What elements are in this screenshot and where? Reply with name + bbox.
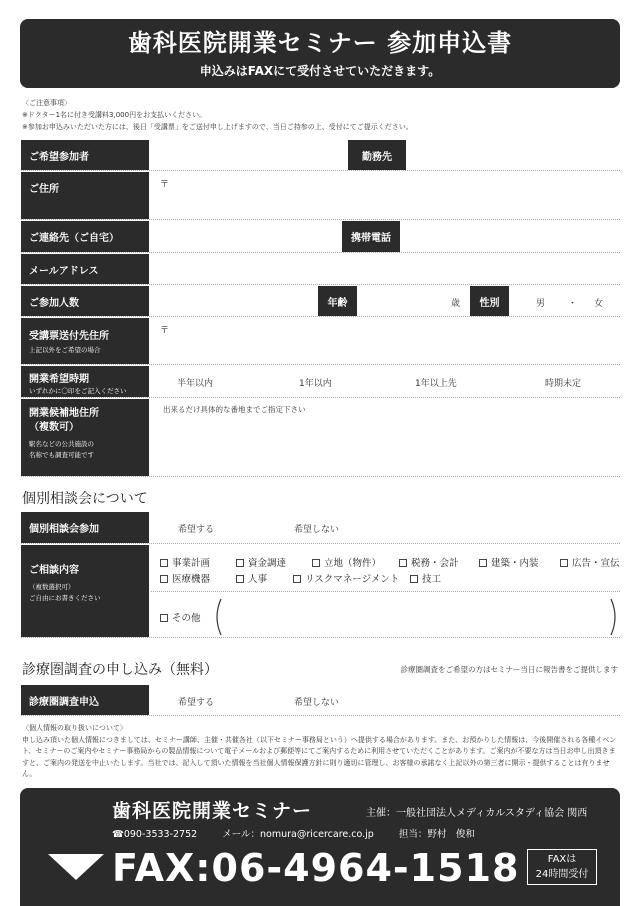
other-field-brackets[interactable] [213,597,619,637]
checkbox[interactable] [560,559,568,567]
consult-option-tax[interactable]: 税務・会計 [399,555,459,569]
row-location [21,399,620,477]
consult-content-note2: ご自由にお書きください [29,594,101,602]
footer-phone: ☎090-3533-2752 [112,829,198,840]
attendees-field[interactable] [155,290,315,312]
location-note-line2: 名称でも調査可能です [29,451,94,459]
age-unit: 歳 [451,299,461,309]
workplace-field[interactable] [411,144,616,166]
checkbox[interactable] [312,559,320,567]
location-label-line1: 開業候補地住所 [29,408,99,419]
page-title: 歯科医院開業セミナー 参加申込書 [127,29,513,57]
consult-content-label: ご相談内容 [29,565,79,576]
consult-option-risk[interactable]: リスクマネージメント [293,571,399,585]
footer-fax-number: FAX:06-4964-1518 [112,846,520,890]
row-timing [21,366,620,398]
ticket-address-label-cell [21,318,149,364]
header-banner [20,19,620,88]
consult-option-construction[interactable]: 建築・内装 [479,555,539,569]
row-attendees [21,286,620,317]
consult-option-advertising[interactable]: 広告・宣伝 [560,555,620,569]
home-phone-field[interactable] [155,225,340,247]
checkbox[interactable] [293,575,301,583]
row-ticket-address [21,318,620,365]
timing-label-cell [21,366,149,397]
timing-note: いずれかに〇印をご記入ください [29,387,127,395]
row-survey [21,685,620,716]
row-contact [21,221,620,253]
row-consult-join [21,512,620,544]
checkbox[interactable] [236,575,244,583]
timing-option[interactable]: 1年以内 [299,379,332,389]
privacy-heading: 〈個人情報の取り扱いについて〉 [22,724,127,732]
email-label: メールアドレス [21,254,149,284]
age-label: 年齢 [318,286,357,316]
timing-label: 開業希望時期 [29,374,89,385]
consult-option-equipment[interactable]: 医療機器 [160,571,210,585]
ticket-address-label: 受講票送付先住所 [29,331,109,342]
consult-join-yes[interactable]: 希望する [178,525,215,535]
location-label-line2: （複数可） [29,422,79,433]
address-field[interactable] [171,175,611,215]
workplace-label: 勤務先 [348,140,406,170]
consult-content-label-cell [21,545,149,637]
note-fee: ※ドクター1名に付き受講料3,000円をお支払いください。 [22,111,207,119]
footer-banner [20,788,620,906]
gender-label: 性別 [470,286,509,316]
footer-host: 主催：一般社団法人メディカルスタディ協会 関西 [366,808,588,819]
fax-badge-line1: FAXは [547,854,577,865]
privacy-notice [22,723,620,781]
mobile-field[interactable] [405,225,615,247]
name-field[interactable] [155,144,345,166]
timing-option[interactable]: 半年以内 [177,379,214,389]
checkbox[interactable] [410,575,418,583]
location-note-line1: 駅名などの公共施設の [29,440,94,448]
ticket-address-field[interactable] [171,321,611,361]
note-ticket: ※参加お申込みいただいた方には、後日「受講票」をご送付申し上げますので、当日ご持参の上、受付にてご提示ください。 [22,123,413,131]
checkbox[interactable] [399,559,407,567]
right-bracket [611,599,615,635]
consult-option-business-plan[interactable]: 事業計画 [160,555,210,569]
notes [22,97,413,133]
name-label: ご希望参加者 [21,140,149,170]
timing-option[interactable]: 時期未定 [545,379,582,389]
consult-option-financing[interactable]: 資金調達 [236,555,286,569]
row-consult-content [21,545,620,638]
address-label: ご住所 [21,172,149,219]
mobile-label: 携帯電話 [342,221,400,252]
footer-org: 歯科医院開業セミナー [112,800,313,822]
gender-female[interactable]: 女 [594,299,604,309]
attendees-label: ご参加人数 [21,286,149,316]
row-email [21,254,620,285]
location-hint: 出来るだけ具体的な番地までご指定下さい [163,405,306,414]
row-name [21,140,620,171]
footer-email[interactable]: メール：nomura@ricercare.co.jp [222,829,374,840]
survey-section-note: 診療圏調査をご希望の方はセミナー当日に報告書をご提供します [400,665,618,674]
consult-option-location[interactable]: 立地（物件） [312,555,381,569]
consult-option-other[interactable]: その他 [160,610,201,624]
fax-badge-line2: 24時間受付 [535,869,589,880]
consult-option-hr[interactable]: 人事 [236,571,267,585]
checkbox[interactable] [479,559,487,567]
checkbox[interactable] [236,559,244,567]
home-contact-label: ご連絡先（ご自宅） [21,221,149,252]
fax-24h-badge [527,849,597,885]
row-address [21,172,620,220]
checkbox[interactable] [160,575,168,583]
ticket-postal-mark: 〒 [160,326,170,336]
left-bracket [217,599,221,635]
location-field[interactable] [163,417,613,472]
survey-yes[interactable]: 希望する [178,698,215,708]
checkbox[interactable] [160,614,168,622]
consult-join-no[interactable]: 希望しない [294,525,340,535]
checkbox[interactable] [160,559,168,567]
footer-person: 担当：野村 俊和 [398,829,475,840]
notes-heading: 〈ご注意事項〉 [22,99,71,107]
email-field[interactable] [155,258,615,280]
survey-no[interactable]: 希望しない [294,698,340,708]
consult-option-lab[interactable]: 技工 [410,571,441,585]
down-arrow-icon [48,854,104,880]
consult-section-title: 個別相談会について [22,491,148,507]
gender-separator: ・ [568,299,578,309]
survey-section-title: 診療圏調査の申し込み（無料） [22,662,218,678]
page-subtitle: 申込みはFAXにて受付させていただきます。 [199,64,441,78]
footer-contact [112,826,475,840]
privacy-body: 申し込み頂いた個人情報につきましては、セミナー講師、主催・共催各社（以下セミナー事務局という）へ提供する場合があります。また、お預かりした情報は、今後開催される各種イベント、セミナーのご案内やセミナー事務局からの製品情報について電子メールおよび郵便等にてご案内するために利用させていただくことがあります。ご案内が不要な方は当日お申し出頂きますと、ご案内の発送を中止いたします。当社では、記入して頂いた情報を当社個人情報保護方針に則り適切に管理し、お客様の承諾なく上記以外の第三者に開示・提供することは有りません。 [22,735,617,779]
postal-mark: 〒 [160,180,170,190]
survey-label: 診療圏調査申込 [21,685,149,715]
location-label-cell [21,399,149,476]
gender-male[interactable]: 男 [536,299,546,309]
age-field[interactable] [361,290,441,312]
consult-join-label: 個別相談会参加 [21,512,149,543]
consult-divider [151,591,620,592]
timing-option[interactable]: 1年以上先 [415,379,457,389]
ticket-address-note: 上記以外をご希望の場合 [29,346,101,354]
consult-content-note1: （複数選択可） [29,583,75,591]
